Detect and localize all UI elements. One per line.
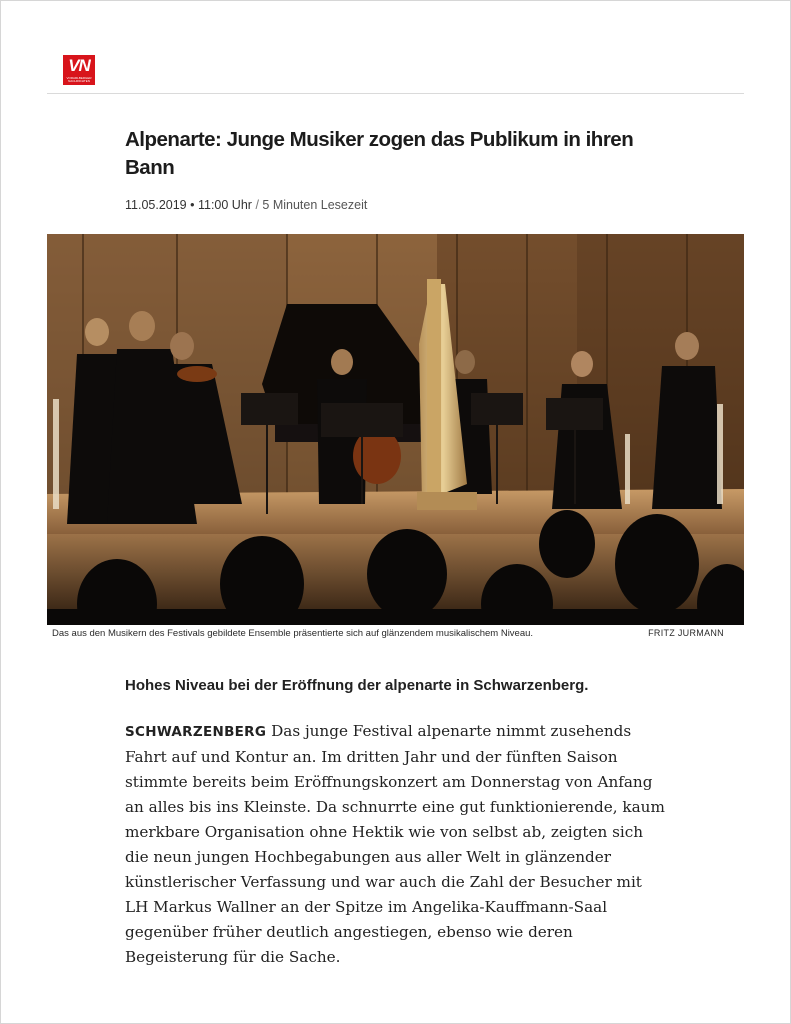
publish-date: 11.05.2019 [125, 198, 187, 212]
photo-caption [52, 628, 742, 639]
meta-dot: • [190, 198, 198, 212]
dateline: SCHWARZENBERG [125, 724, 267, 740]
article-lead: Hohes Niveau bei der Eröffnung der alpenarte in Schwarzenberg. [125, 677, 589, 694]
site-header [47, 53, 744, 94]
logo-subtext: VORARLBERGER NACHRICHTEN [66, 76, 92, 83]
article-meta [125, 198, 367, 212]
vn-logo[interactable] [63, 55, 95, 85]
photo-credit: FRITZ JURMANN [648, 628, 724, 638]
caption-text: Das aus den Musikern des Festivals gebildete Ensemble präsentierte sich auf glänzendem musikalischem Niveau. [52, 628, 534, 639]
article-title: Alpenarte: Junge Musiker zogen das Publikum in ihren Bann [125, 128, 634, 179]
body-paragraph: Das junge Festival alpenarte nimmt zusehends Fahrt auf und Kontur an. Im dritten Jahr und der fünften Saison stimmte bereits beim Eröffnungskonzert am Donnerstag von Anfang an alles bis ins Kleinste. Da schnurrte eine gut funktionierende, kaum merkbare Organisation ohne Hektik wie von selbst ab, zeigten sich die neun jungen Hochbegabungen aus aller Welt in glänzender künstlerischer Verfassung und war auch die Zahl der Besucher mit LH Markus Wallner an der Spitze im Angelika-Kauffmann-Saal gegenüber früher deutlich angestiegen, ebenso wie deren Begeisterung für die Sache. [125, 722, 665, 966]
logo-mark: VN [68, 56, 90, 75]
meta-separator: / [255, 198, 263, 212]
publish-time: 11:00 Uhr [197, 198, 252, 212]
concert-photo-illustration [47, 234, 744, 625]
reading-time: 5 Minuten Lesezeit [262, 198, 368, 212]
article-photo [47, 234, 744, 625]
article-body [125, 719, 670, 970]
